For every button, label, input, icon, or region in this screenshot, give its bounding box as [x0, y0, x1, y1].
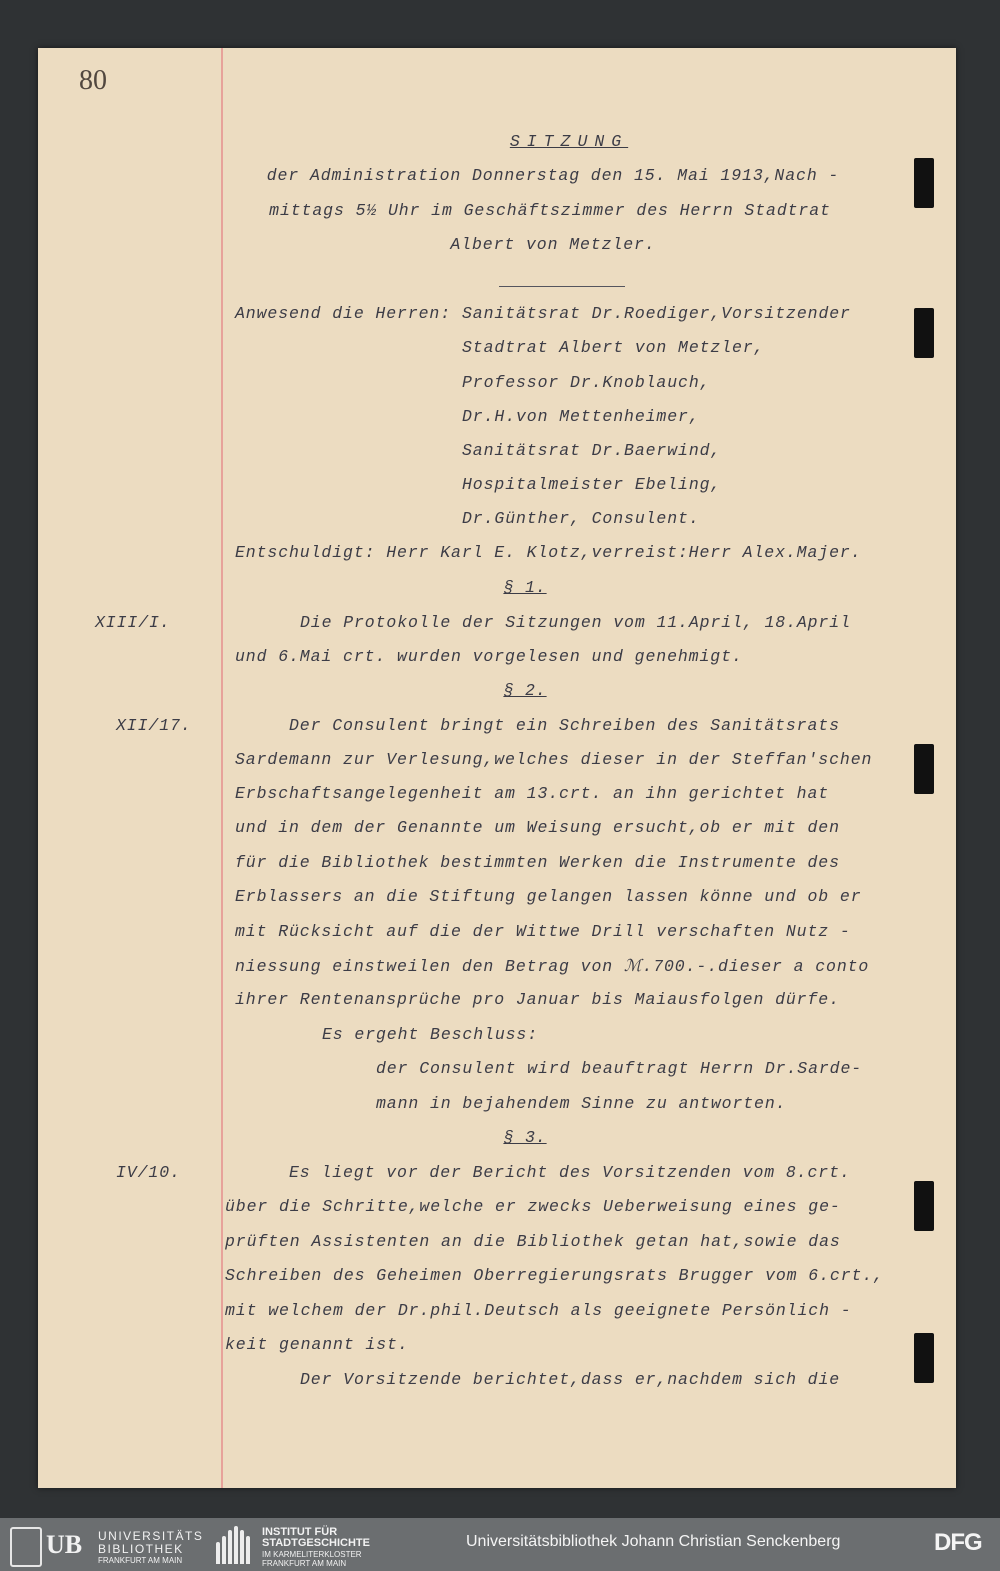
attendee: Sanitätsrat Dr.Baerwind, — [462, 441, 722, 460]
document-title: SITZUNG — [509, 132, 629, 151]
institute-name-line: INSTITUT FÜR — [262, 1526, 338, 1538]
index-tab — [914, 158, 934, 208]
text-line: Erbschaftsangelegenheit am 13.crt. an ihn gerichtet hat — [235, 784, 830, 803]
attendees-label: Anwesend die Herren: — [235, 304, 452, 323]
header-line: mittags 5½ Uhr im Geschäftszimmer des Herrn Stadtrat — [269, 201, 831, 220]
page-number: 80 — [79, 65, 107, 96]
attendee: Hospitalmeister Ebeling, — [462, 475, 722, 494]
text-line: für die Bibliothek bestimmten Werken die Instrumente des — [235, 853, 840, 872]
section-reference: XIII/I. — [95, 613, 171, 632]
text-line: und 6.Mai crt. wurden vorgelesen und genehmigt. — [235, 647, 743, 666]
text-line: prüften Assistenten an die Bibliothek getan hat,sowie das — [225, 1232, 841, 1251]
attendee: Professor Dr.Knoblauch, — [462, 373, 711, 392]
section-heading: § 3. — [503, 1128, 547, 1147]
ub-name-line: UNIVERSITÄTS — [98, 1529, 204, 1543]
institute-name-line: STADTGESCHICHTE — [262, 1537, 370, 1549]
text-line: mit welchem der Dr.phil.Deutsch als geeignete Persönlich - — [225, 1301, 852, 1320]
footer-bar — [0, 1518, 1000, 1571]
institute-name-line: IM KARMELITERKLOSTER — [262, 1550, 362, 1559]
ub-name-line: BIBLIOTHEK — [98, 1542, 184, 1556]
dfg-logo: DFG — [934, 1529, 982, 1556]
resolution-label: Es ergeht Beschluss: — [322, 1025, 539, 1044]
index-tab — [914, 744, 934, 794]
university-seal-icon — [10, 1527, 42, 1567]
text-line: Sardemann zur Verlesung,welches dieser in der Steffan'schen — [235, 750, 873, 769]
excused-line: Entschuldigt: Herr Karl E. Klotz,verreist:Herr Alex.Majer. — [235, 543, 862, 562]
attendee: Dr.H.von Mettenheimer, — [462, 407, 700, 426]
text-line: Der Vorsitzende berichtet,dass er,nachdem sich die — [300, 1370, 841, 1389]
index-tab — [914, 1333, 934, 1383]
index-tab — [914, 1181, 934, 1231]
text-line: niessung einstweilen den Betrag von ℳ.700.-.dieser a conto — [235, 957, 870, 976]
section-reference: XII/17. — [116, 716, 192, 735]
ub-logo-text: UB — [46, 1530, 83, 1559]
margin-rule — [221, 48, 223, 1488]
text-line: Es liegt vor der Bericht des Vorsitzenden vom 8.crt. — [289, 1163, 851, 1182]
attendee: Dr.Günther, Consulent. — [462, 509, 700, 528]
section-heading: § 2. — [503, 681, 547, 700]
header-line: der Administration Donnerstag den 15. Mai 1913,Nach - — [266, 166, 840, 185]
text-line: mit Rücksicht auf die der Wittwe Drill verschaften Nutz - — [235, 922, 851, 941]
text-line: Die Protokolle der Sitzungen vom 11.April, 18.April — [300, 613, 851, 632]
index-tab — [914, 308, 934, 358]
document-page — [38, 48, 956, 1488]
resolution-line: der Consulent wird beauftragt Herrn Dr.Sarde- — [376, 1059, 863, 1078]
text-line: ihrer Rentenansprüche pro Januar bis Maiausfolgen dürfe. — [235, 990, 840, 1009]
title-underline — [499, 286, 625, 287]
text-line: und in dem der Genannte um Weisung ersucht,ob er mit den — [235, 818, 840, 837]
text-line: über die Schritte,welche er zwecks Ueberweisung eines ge- — [225, 1197, 841, 1216]
resolution-line: mann in bejahendem Sinne zu antworten. — [376, 1094, 787, 1113]
ub-name-line: FRANKFURT AM MAIN — [98, 1556, 183, 1565]
header-line: Albert von Metzler. — [450, 235, 656, 254]
attendee: Sanitätsrat Dr.Roediger,Vorsitzender — [462, 304, 851, 323]
institute-name-line: FRANKFURT AM MAIN — [262, 1559, 347, 1568]
institute-columns-icon — [214, 1526, 254, 1564]
section-reference: IV/10. — [116, 1163, 181, 1182]
text-line: Der Consulent bringt ein Schreiben des Sanitätsrats — [289, 716, 840, 735]
library-name: Universitätsbibliothek Johann Christian Senckenberg — [466, 1533, 841, 1550]
text-line: Schreiben des Geheimen Oberregierungsrats Brugger vom 6.crt., — [225, 1266, 884, 1285]
attendee: Stadtrat Albert von Metzler, — [462, 338, 765, 357]
text-line: keit genannt ist. — [225, 1335, 409, 1354]
section-heading: § 1. — [503, 578, 547, 597]
text-line: Erblassers an die Stiftung gelangen lassen könne und ob er — [235, 887, 862, 906]
